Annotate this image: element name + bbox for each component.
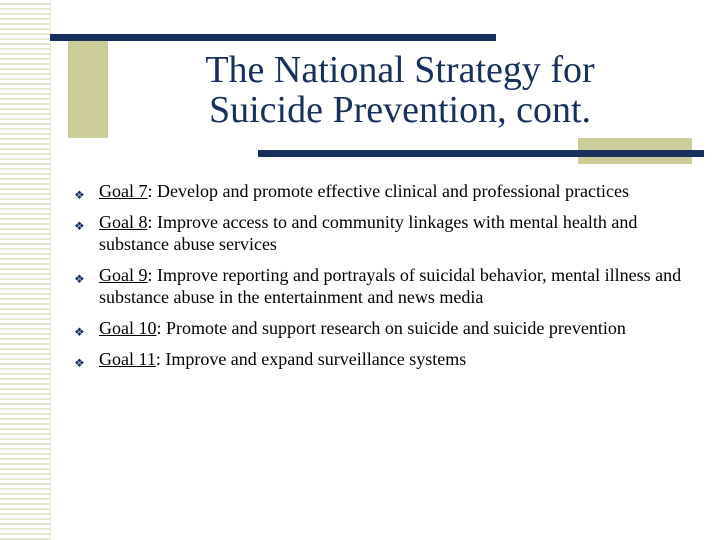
- goals-list: [74, 180, 684, 379]
- goal-8-label: Goal 8: [99, 212, 148, 232]
- goal-9-text: : Improve reporting and portrayals of suicidal behavior, mental illness and substance abuse in the entertainment and news media: [99, 265, 682, 307]
- goal-9-label: Goal 9: [99, 265, 148, 285]
- list-item-goal-7: [74, 180, 684, 202]
- diamond-bullet-icon: ❖: [74, 325, 85, 339]
- tan-accent-block-top: [68, 38, 108, 138]
- diamond-bullet-icon: ❖: [74, 188, 85, 202]
- diamond-bullet-icon: ❖: [74, 356, 85, 370]
- slide-title-line-1: The National Strategy for: [205, 49, 595, 91]
- goal-10-text: : Promote and support research on suicide and suicide prevention: [156, 318, 626, 338]
- list-item-goal-8: [74, 211, 684, 255]
- diamond-bullet-icon: ❖: [74, 219, 85, 233]
- goal-7-text: : Develop and promote effective clinical and professional practices: [147, 181, 629, 201]
- goal-8-text: : Improve access to and community linkages with mental health and substance abuse services: [99, 212, 638, 254]
- list-item-goal-9: [74, 264, 684, 308]
- slide-title: [120, 50, 680, 130]
- goal-11-text: : Improve and expand surveillance systems: [155, 349, 467, 369]
- list-item-goal-10: [74, 317, 684, 339]
- navy-rule-top: [50, 34, 496, 41]
- list-item-goal-11: [74, 348, 684, 370]
- navy-rule-bottom: [258, 150, 704, 157]
- slide-title-line-2: Suicide Prevention, cont.: [208, 89, 592, 131]
- goal-10-label: Goal 10: [99, 318, 157, 338]
- striped-margin-decoration: [0, 0, 51, 540]
- goal-7-label: Goal 7: [99, 181, 148, 201]
- goal-11-label: Goal 11: [99, 349, 156, 369]
- diamond-bullet-icon: ❖: [74, 272, 85, 286]
